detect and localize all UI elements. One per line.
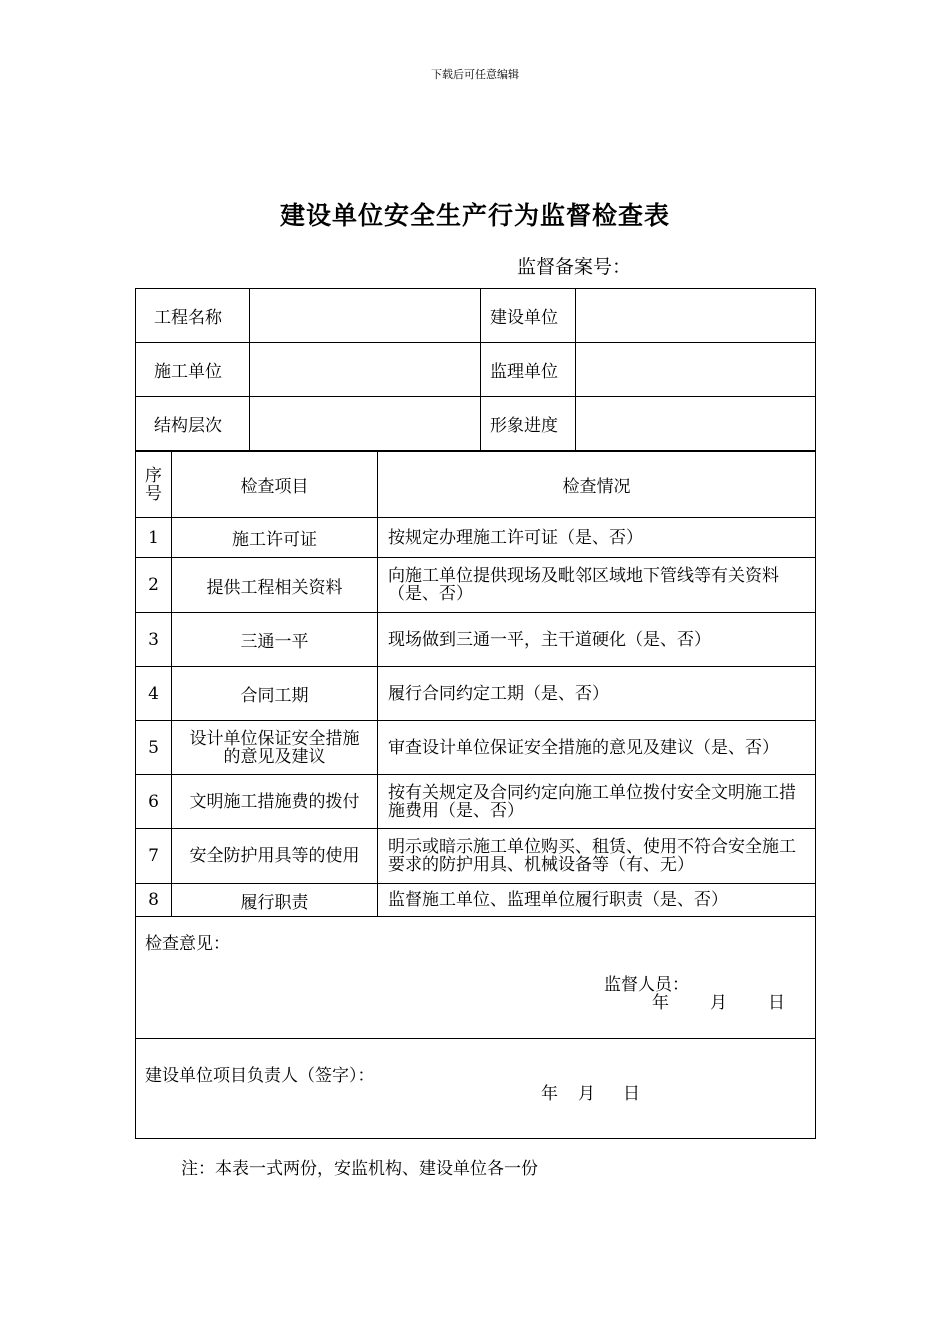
table-row [136,518,816,558]
opinion-month: 月 [710,993,727,1013]
record-number-label: 监督备案号： [517,256,632,278]
structure-level-label: 结构层次 [136,397,250,451]
owner-day: 日 [623,1084,640,1104]
check-status: 审查设计单位保证安全措施的意见及建议（是、否） [378,721,816,775]
structure-level-field[interactable] [250,397,481,451]
check-item: 安全防护用具等的使用 [172,829,378,884]
owner-year: 年 [541,1084,558,1104]
check-status: 履行合同约定工期（是、否） [378,667,816,721]
supervisor-label: 监督人员： [604,975,689,995]
construction-unit-label: 建设单位 [481,289,576,343]
opinion-label: 检查意见： [145,934,230,954]
check-status: 按规定办理施工许可证（是、否） [378,518,816,558]
check-status: 现场做到三通一平，主干道硬化（是、否） [378,613,816,667]
progress-field[interactable] [576,397,816,451]
check-status: 监督施工单位、监理单位履行职责（是、否） [378,884,816,917]
builder-unit-label: 施工单位 [136,343,250,397]
owner-signature-label: 建设单位项目负责人（签字）： [145,1066,375,1086]
check-item: 提供工程相关资料 [172,558,378,613]
opinion-row [136,917,816,1039]
header-note: 下载后可任意编辑 [431,68,519,81]
info-table [135,288,816,451]
seq-header: 序号 [136,452,172,518]
project-name-field[interactable] [250,289,481,343]
table-row [136,558,816,613]
info-row [136,397,816,451]
check-status: 按有关规定及合同约定向施工单位拨付安全文明施工措施费用（是、否） [378,775,816,829]
construction-unit-field[interactable] [576,289,816,343]
document-title: 建设单位安全生产行为监督检查表 [279,201,670,230]
info-row [136,289,816,343]
opinion-day: 日 [768,993,785,1013]
table-row [136,721,816,775]
item-header: 检查项目 [172,452,378,518]
opinion-year: 年 [652,993,669,1013]
table-row [136,613,816,667]
builder-unit-field[interactable] [250,343,481,397]
table-row [136,775,816,829]
row-number: 3 [136,613,172,667]
project-name-label: 工程名称 [136,289,250,343]
info-row [136,343,816,397]
table-row [136,829,816,884]
check-table [135,451,816,1139]
check-item: 三通一平 [172,613,378,667]
supervision-unit-field[interactable] [576,343,816,397]
table-row [136,667,816,721]
progress-label: 形象进度 [481,397,576,451]
footnote: 注：本表一式两份，安监机构、建设单位各一份 [181,1159,538,1179]
check-header-row [136,452,816,518]
row-number: 8 [136,884,172,917]
check-item: 设计单位保证安全措施的意见及建议 [172,721,378,775]
opinion-cell[interactable] [136,917,816,1039]
check-status: 向施工单位提供现场及毗邻区域地下管线等有关资料（是、否） [378,558,816,613]
table-row [136,884,816,917]
check-status: 明示或暗示施工单位购买、租赁、使用不符合安全施工要求的防护用具、机械设备等（有、无） [378,829,816,884]
check-item: 文明施工措施费的拨付 [172,775,378,829]
row-number: 2 [136,558,172,613]
check-item: 履行职责 [172,884,378,917]
owner-month: 月 [578,1084,595,1104]
supervision-unit-label: 监理单位 [481,343,576,397]
check-item: 合同工期 [172,667,378,721]
row-number: 6 [136,775,172,829]
row-number: 7 [136,829,172,884]
row-number: 1 [136,518,172,558]
row-number: 5 [136,721,172,775]
owner-row [136,1039,816,1139]
check-item: 施工许可证 [172,518,378,558]
status-header: 检查情况 [378,452,816,518]
row-number: 4 [136,667,172,721]
owner-signature-cell[interactable] [136,1039,816,1139]
